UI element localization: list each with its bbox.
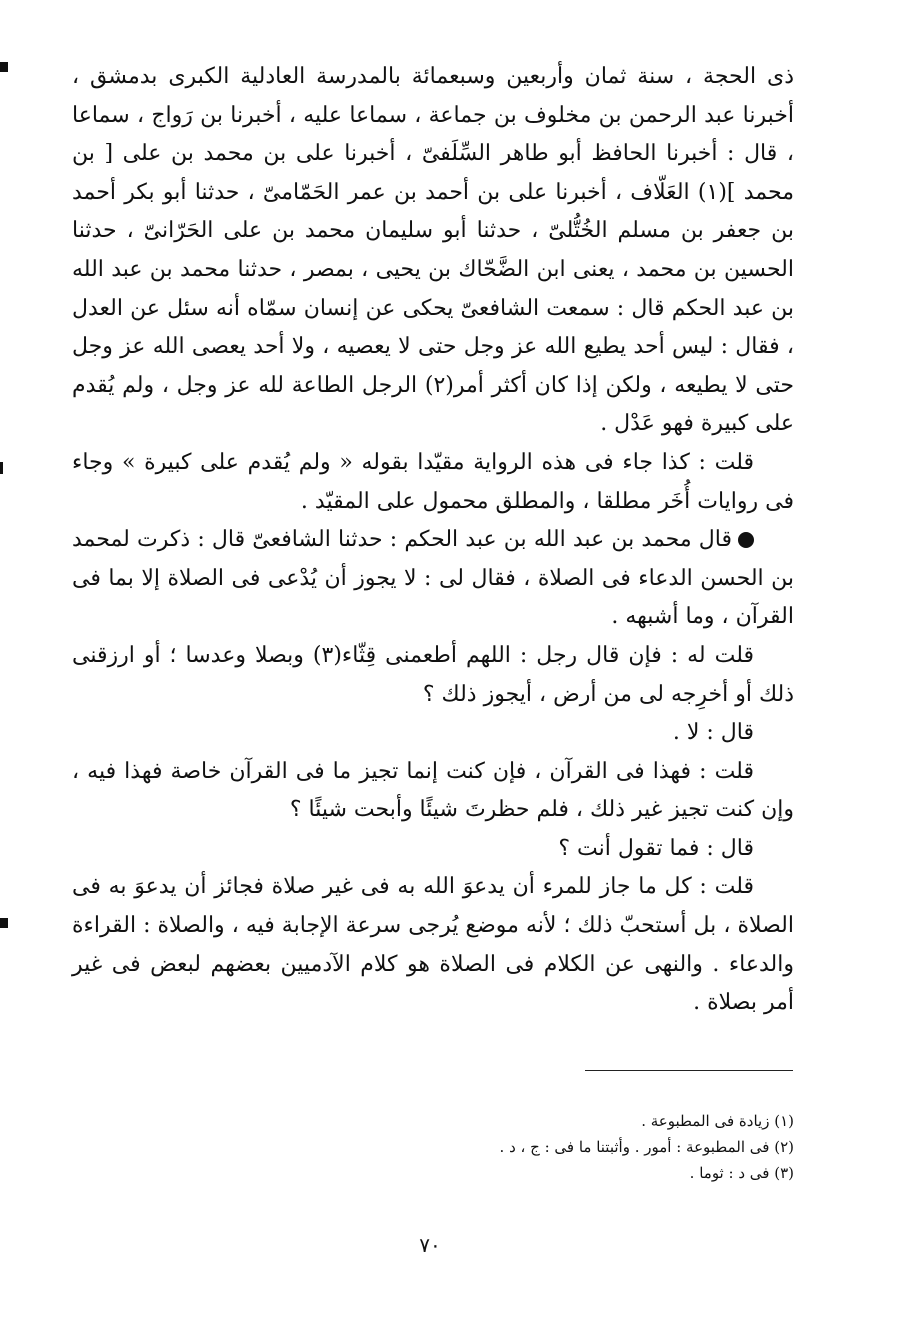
left-edge-mark-top: [0, 62, 8, 72]
left-edge-mark-bottom: [0, 918, 8, 928]
paragraph-answer-no: قال : لا .: [672, 720, 754, 746]
bullet-marker: [738, 532, 754, 548]
paragraph-dua-report: [72, 521, 794, 637]
left-edge-mark-middle: [0, 462, 3, 474]
paragraph-comment: قلت : كذا جاء فى هذه الرواية مقيّدا بقوله « ولم يُقدم على كبيرة » وجاء فى روايات أُخَر مطلقا ، والمطلق محمول على المقيّد .: [72, 449, 794, 514]
paragraph-conclusion: قلت : كل ما جاز للمرء أن يدعوَ الله به فى غير صلاة فجائز أن يدعوَ به فى الصلاة ، بل أستحبّ ذلك ؛ لأنه موضع يُرجى سرعة الإجابة فيه ، والصلاة : القراءة والدعاء . والنهى عن الكلام فى الصلاة هو كلام الآدميين بعضهم لبعض فى غير أمر بصلاة .: [72, 874, 794, 1016]
paragraph-isnad: ذى الحجة ، سنة ثمان وأربعين وسبعمائة بالمدرسة العادلية الكبرى بدمشق ، أخبرنا عبد الرحمن بن مخلوف بن جماعة ، سماعا عليه ، أخبرنا بن رَواج ، سماعا ، قال : أخبرنا الحافظ أبو طاهر السِّلَفىّ ، أخبرنا على بن محمد بن على [ بن محمد ](١) العَلّاف ، أخبرنا على بن أحمد بن عمر الحَمّامىّ ، حدثنا أبو بكر أحمد بن جعفر بن مسلم الخُتُّلىّ ، حدثنا أبو سليمان محمد بن على الحَرّانىّ ، حدثنا الحسين بن محمد ، يعنى ابن الضَّحّاك بن يحيى ، بمصر ، حدثنا محمد بن عبد الله بن عبد الحكم قال : سمعت الشافعىّ يحكى عن إنسان سمّاه أنه سئل عن العدل ، فقال : ليس أحد يطيع الله عز وجل حتى لا يعصيه ، ولا أحد يعصى الله عز وجل حتى لا يطيعه ، ولكن إذا كان أكثر أمر(٢) الرجل الطاعة لله عز وجل ، ولم يُقدم على كبيرة فهو عَدْل .: [72, 64, 794, 437]
paragraph-dua-report-text: قال محمد بن عبد الله بن عبد الحكم : حدثنا الشافعىّ قال : ذكرت لمحمد بن الحسن الدعاء فى الصلاة ، فقال لى : لا يجوز أن يُدْعى فى الصلاة إلا بما فى القرآن ، وما أشبهه .: [72, 527, 794, 630]
page-number: ٧٠: [419, 1233, 441, 1257]
footnotes: [300, 1108, 794, 1186]
footnote-divider: [585, 1070, 793, 1071]
footnote-1: (١) زيادة فى المطبوعة .: [641, 1112, 794, 1130]
main-text: [72, 58, 794, 1023]
paragraph-question: قلت له : فإن قال رجل : اللهم أطعمنى قِثّاء(٣) وبصلا وعدسا ؛ أو ارزقنى ذلك أو أخرِجه لى من أرض ، أيجوز ذلك ؟: [72, 642, 794, 707]
footnote-3: (٣) فى د : ثوما .: [689, 1164, 794, 1182]
paragraph-what-say-you: قال : فما تقول أنت ؟: [558, 835, 754, 861]
footnote-2: (٢) فى المطبوعة : أمور . وأثبتنا ما فى : ج ، د .: [499, 1138, 794, 1156]
paragraph-argument: قلت : فهذا فى القرآن ، فإن كنت إنما تجيز ما فى القرآن خاصة فهذا فيه ، وإن كنت تجيز غير ذلك ، فلم حظرتَ شيئًا وأبحت شيئًا ؟: [72, 758, 794, 823]
